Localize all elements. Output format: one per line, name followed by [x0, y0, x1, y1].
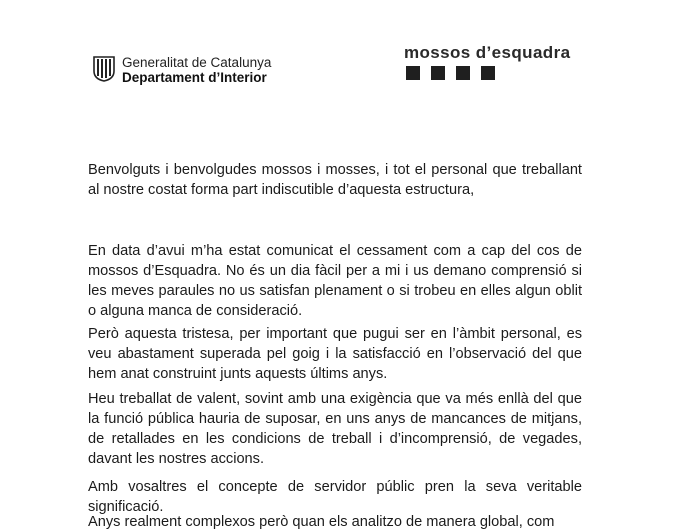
paragraph-greeting: Benvolguts i benvolgudes mossos i mosses, i tot el personal que treballant al nostre costat forma part indiscutible d’aquesta estructura,	[88, 162, 582, 198]
department-name: Departament d’Interior	[122, 70, 267, 85]
generalitat-text	[122, 56, 271, 85]
square-mark	[431, 66, 445, 80]
senyera-coat-of-arms-icon	[92, 56, 116, 82]
square-mark	[481, 66, 495, 80]
org-name: Generalitat de Catalunya	[122, 55, 272, 70]
square-mark	[406, 66, 420, 80]
four-squares-icon	[406, 66, 516, 80]
brand-name: mossos d’esquadra	[404, 43, 571, 62]
square-mark	[456, 66, 470, 80]
paragraph-satisfaction: Però aquesta tristesa, per important que pugui ser en l’àmbit personal, es veu abastament superada pel goig i la satisfacció en l’observació del que hem anat construint junts aquests últims anys.	[88, 326, 582, 382]
paragraph-dismissal: En data d’avui m’ha estat comunicat el cessament com a cap del cos de mossos d’Esquadra. No és un dia fàcil per a mi i us demano comprensió si les meves paraules no us satisfan plenament o si trobeu en elles algun oblit o alguna manca de consideració.	[88, 243, 582, 319]
paragraph-public-servant: Amb vosaltres el concepte de servidor públic pren la seva veritable significació.	[88, 479, 582, 515]
paragraph-complex-years: Anys realment complexos però quan els analitzo de manera global, com	[88, 514, 555, 530]
mossos-brand	[404, 44, 570, 62]
paragraph-hard-work: Heu treballat de valent, sovint amb una exigència que va més enllà del que la funció pública hauria de suposar, en uns anys de mancances de mitjans, de retallades en les condicions de treball i d’incomprensió, de vegades, davant les nostres accions.	[88, 391, 582, 467]
